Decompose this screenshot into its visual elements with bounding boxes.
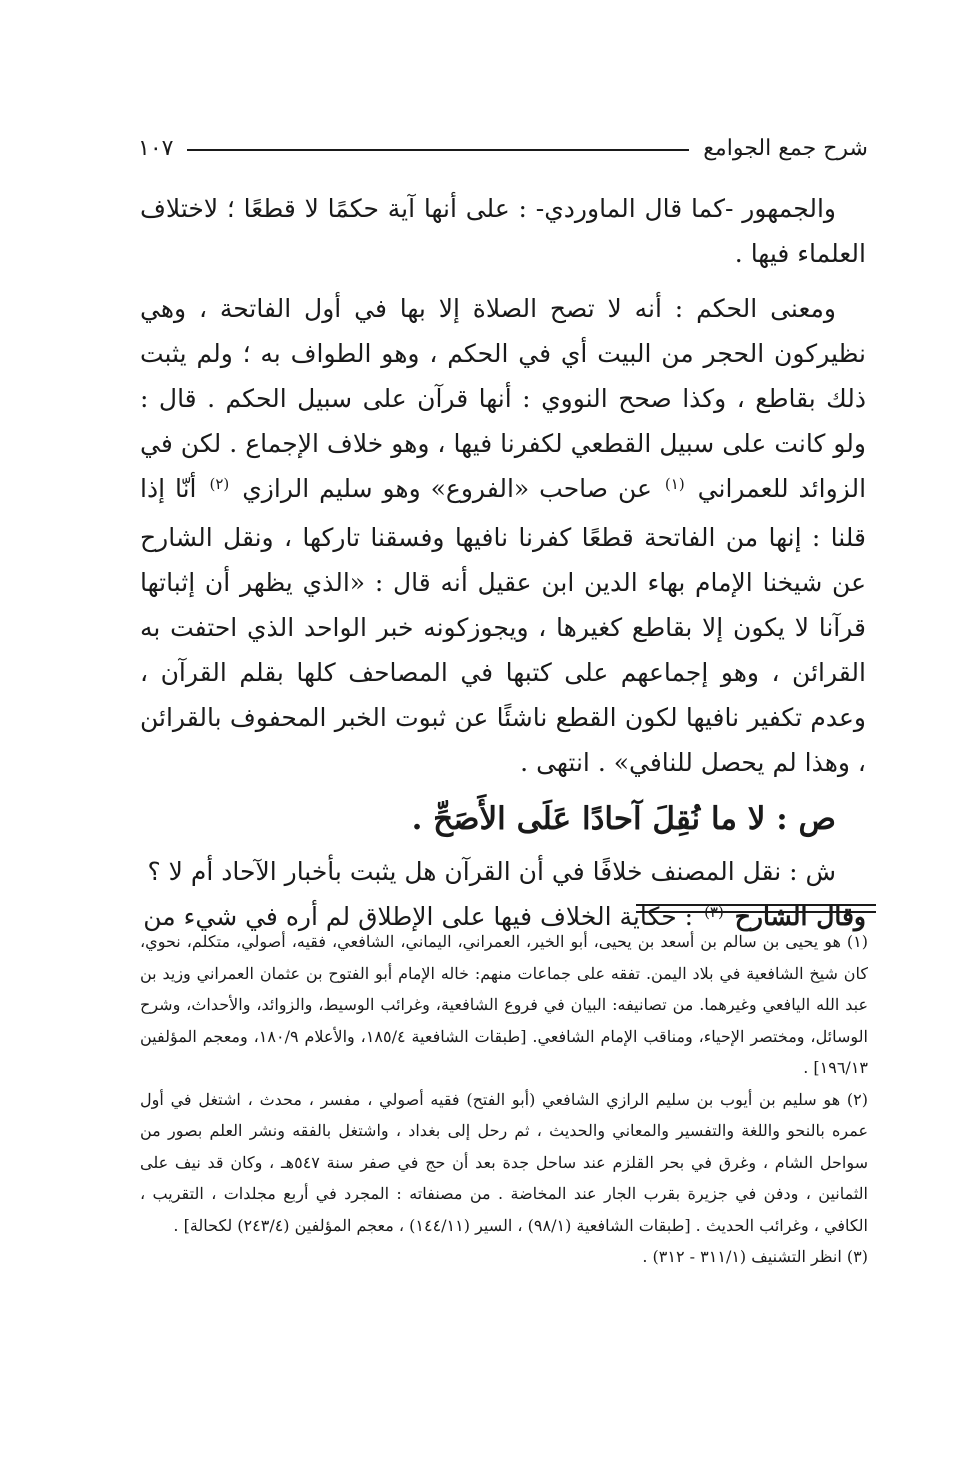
footnotes xyxy=(140,926,868,1273)
footnote-separator-bottom xyxy=(636,911,876,913)
footnote-separator-top xyxy=(636,904,876,906)
paragraph-jumhur: والجمهور -كما قال الماوردي- : على أنها آية حكمًا لا قطعًا ؛ لاختلاف العلماء فيها . xyxy=(140,194,866,268)
sharih-label: وقال الشارح xyxy=(734,902,866,931)
matn-heading: ص : لا ما نُقِلَ آحادًا عَلَى الأَصَحِّ . xyxy=(411,801,836,837)
paragraph-hukm-part3: أنّا إذا قلنا : إنها من الفاتحة قطعًا كفرنا نافيها وفسقنا تاركها ، ونقل الشارح عن شيخنا الإمام بهاء الدين ابن عقيل أنه قال : «الذي يظهر أن إثباتها قرآنا لا يكون إلا بقاطع كغيرها ، ويجوزكونه خبر الواحد الذي احتفت به القرائن ، وهو إجماعهم على كتبها في المصاحف كلها بقلم القرآن ، وعدم تكفير نافيها لكون القطع ناشئًا عن ثبوت الخبر المحفوف بالقرائن ، وهذا لم يحصل للنافي» . انتهى . xyxy=(140,474,866,777)
footnote-ref-2[interactable]: (٢) xyxy=(209,475,230,493)
paragraph-hukm-part2: عن صاحب «الفروع» وهو سليم الرازي xyxy=(242,474,652,503)
paragraph-sharih-text: : حكاية الخلاف فيها على الإطلاق لم أره في شيء من xyxy=(143,902,694,931)
page-number: ١٠٧ xyxy=(138,135,174,161)
paragraph-hukm xyxy=(140,286,866,785)
main-text xyxy=(140,186,866,943)
footnote-ref-3[interactable]: (٣) xyxy=(704,903,724,921)
running-header xyxy=(138,128,868,168)
sharh-line: ش : نقل المصنف خلافًا في أن القرآن هل يثبت بأخبار الآحاد أم لا ؟ xyxy=(147,857,836,886)
footnote-2: (٢) هو سليم بن أيوب بن سليم الرازي الشافعي (أبو الفتح) فقيه أصولي ، مفسر ، محدث ، اشتغل في أول عمره بالنحو واللغة والتفسير والمعاني والحديث ، ثم رحل إلى بغداد ، واشتغل بالفقه ونشر العلم بصور من سواحل الشام ، وغرق في بحر القلزم عند ساحل جدة بعد أن حج في صفر سنة ٥٤٧هـ ، وكان قد نيف على الثمانين ، ودفن في جزيرة بقرب الجار عند المخاضة . من مصنفاته : المجرد في أربع مجلدات ، التقريب ، الكافي ، وغرائب الحديث . [طبقات الشافعية (٩٨/١) ، السير (١٤٤/١١) ، معجم المؤلفين (٢٤٣/٤) لكحالة] . xyxy=(140,1089,869,1235)
book-title: شرح جمع الجوامع xyxy=(703,135,868,161)
footnote-3: (٣) انظر التشنيف (٣١١/١ - ٣١٢) . xyxy=(642,1247,868,1266)
paragraph-hukm-part1: ومعنى الحكم : أنه لا تصح الصلاة إلا بها في أول الفاتحة ، وهي نظيركون الحجر من البيت أي في الحكم ، وهو الطواف به ؛ ولم يثبت ذلك بقاطع ، وكذا صحح النووي : أنها قرآن على سبيل الحكم . قال : ولو كانت على سبيل القطعي لكفرنا فيها ، وهو خلاف الإجماع . لكن في الزوائد للعمراني xyxy=(140,294,867,503)
footnote-1: (١) هو يحيى بن سالم بن أسعد بن يحيى، أبو الخير، العمراني، اليماني، الشافعي، فقيه، أصولي، متكلم، نحوي، كان شيخ الشافعية في بلاد اليمن. تفقه على جماعات منهم: خاله الإمام أبو الفتوح بن عثمان العمراني وزيد بن عبد الله اليافعي وغيرهما. من تصانيفه: البيان في فروع الشافعية، وغرائب الوسيط، والزوائد، والأحداث، وشرح الوسائل، ومختصر الإحياء، ومناقب الإمام الشافعي. [طبقات الشافعية ١٨٥/٤، والأعلام ١٨٠/٩، ومعجم المؤلفين ١٩٦/١٣] . xyxy=(140,932,869,1077)
footnote-ref-1[interactable]: (١) xyxy=(664,475,685,493)
header-rule xyxy=(187,149,689,151)
